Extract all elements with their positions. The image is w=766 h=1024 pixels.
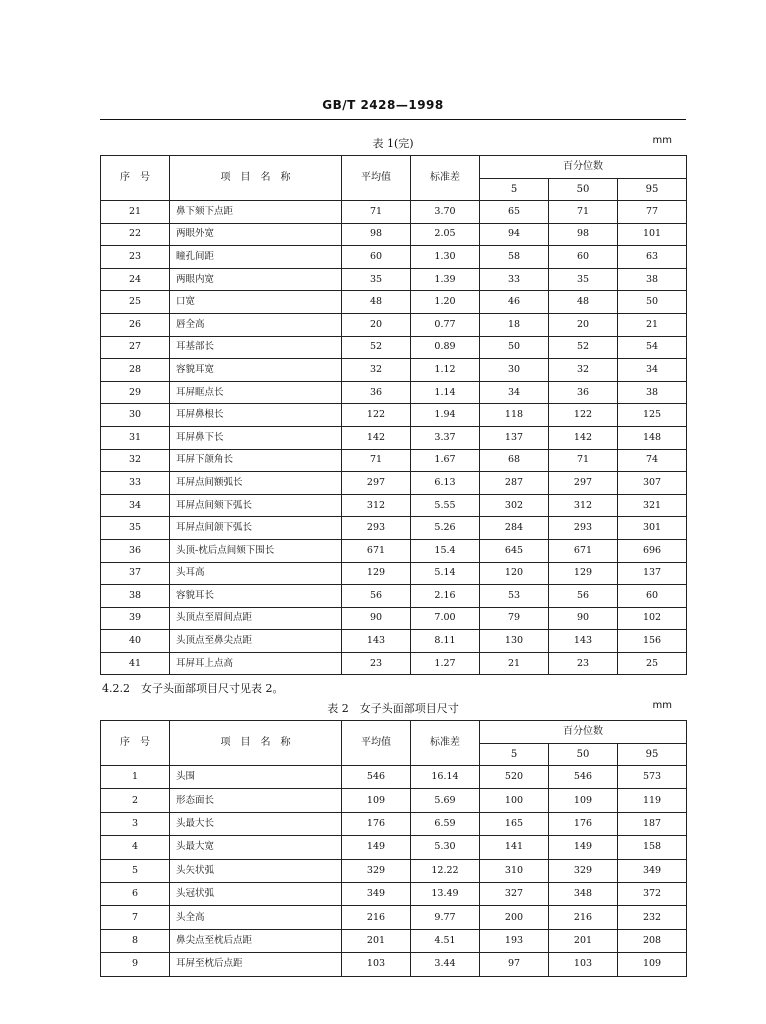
cell-sd: 16.14 — [411, 766, 480, 789]
table1-unit: mm — [652, 135, 672, 146]
cell-p50: 546 — [549, 766, 618, 789]
table2-header-percentiles: 百分位数 — [480, 721, 687, 744]
cell-no: 5 — [101, 859, 170, 882]
table-row — [101, 789, 687, 812]
cell-mean: 109 — [342, 789, 411, 812]
cell-item: 头矢状弧 — [170, 859, 342, 882]
cell-mean: 329 — [342, 859, 411, 882]
cell-item: 耳屏点间额弧长 — [170, 472, 342, 495]
table-row — [101, 291, 687, 314]
cell-p50: 176 — [549, 812, 618, 835]
cell-mean: 546 — [342, 766, 411, 789]
cell-item: 耳屏眶点长 — [170, 381, 342, 404]
cell-item: 耳屏鼻根长 — [170, 404, 342, 427]
cell-no: 32 — [101, 449, 170, 472]
cell-no: 28 — [101, 359, 170, 382]
cell-mean: 36 — [342, 381, 411, 404]
cell-p50: 142 — [549, 426, 618, 449]
table-row — [101, 906, 687, 929]
cell-p50: 129 — [549, 562, 618, 585]
cell-item: 唇全高 — [170, 313, 342, 336]
cell-mean: 71 — [342, 201, 411, 224]
cell-no: 2 — [101, 789, 170, 812]
cell-p95: 109 — [618, 953, 687, 976]
cell-p5: 310 — [480, 859, 549, 882]
cell-mean: 312 — [342, 494, 411, 517]
cell-no: 35 — [101, 517, 170, 540]
cell-no: 37 — [101, 562, 170, 585]
cell-mean: 48 — [342, 291, 411, 314]
cell-p5: 284 — [480, 517, 549, 540]
cell-p95: 156 — [618, 630, 687, 653]
cell-no: 23 — [101, 246, 170, 269]
header-rule — [100, 119, 686, 120]
cell-no: 22 — [101, 223, 170, 246]
cell-p95: 38 — [618, 381, 687, 404]
cell-no: 25 — [101, 291, 170, 314]
cell-p50: 71 — [549, 449, 618, 472]
cell-sd: 3.44 — [411, 953, 480, 976]
cell-p50: 109 — [549, 789, 618, 812]
cell-p50: 149 — [549, 836, 618, 859]
table-row — [101, 652, 687, 675]
cell-p95: 158 — [618, 836, 687, 859]
table-row — [101, 359, 687, 382]
cell-p50: 348 — [549, 882, 618, 905]
cell-item: 鼻尖点至枕后点距 — [170, 929, 342, 952]
table-row — [101, 630, 687, 653]
cell-mean: 20 — [342, 313, 411, 336]
table-row — [101, 836, 687, 859]
cell-mean: 98 — [342, 223, 411, 246]
cell-p50: 35 — [549, 268, 618, 291]
table-row — [101, 426, 687, 449]
cell-p95: 125 — [618, 404, 687, 427]
cell-item: 头最大宽 — [170, 836, 342, 859]
cell-p50: 56 — [549, 585, 618, 608]
table-row — [101, 517, 687, 540]
cell-no: 36 — [101, 539, 170, 562]
cell-p5: 287 — [480, 472, 549, 495]
cell-p5: 165 — [480, 812, 549, 835]
cell-item: 耳屏点间颏下弧长 — [170, 494, 342, 517]
cell-sd: 0.89 — [411, 336, 480, 359]
cell-sd: 2.16 — [411, 585, 480, 608]
cell-mean: 349 — [342, 882, 411, 905]
table-row — [101, 562, 687, 585]
table1-body — [101, 201, 687, 675]
standard-header: GB/T 2428—1998 — [322, 98, 444, 112]
cell-item: 头围 — [170, 766, 342, 789]
cell-p95: 321 — [618, 494, 687, 517]
cell-item: 耳屏下颌角长 — [170, 449, 342, 472]
cell-no: 9 — [101, 953, 170, 976]
cell-p50: 329 — [549, 859, 618, 882]
cell-mean: 143 — [342, 630, 411, 653]
cell-sd: 1.27 — [411, 652, 480, 675]
cell-item: 耳屏点间颌下弧长 — [170, 517, 342, 540]
cell-p5: 53 — [480, 585, 549, 608]
cell-p50: 143 — [549, 630, 618, 653]
cell-sd: 1.39 — [411, 268, 480, 291]
cell-p95: 34 — [618, 359, 687, 382]
cell-p95: 60 — [618, 585, 687, 608]
cell-item: 耳屏耳上点高 — [170, 652, 342, 675]
cell-mean: 293 — [342, 517, 411, 540]
cell-p95: 101 — [618, 223, 687, 246]
cell-p95: 187 — [618, 812, 687, 835]
cell-p95: 372 — [618, 882, 687, 905]
cell-sd: 12.22 — [411, 859, 480, 882]
table1-header-percentiles: 百分位数 — [480, 156, 687, 179]
cell-p95: 232 — [618, 906, 687, 929]
table2-header-no: 序 号 — [101, 721, 170, 766]
cell-p95: 54 — [618, 336, 687, 359]
table-row — [101, 812, 687, 835]
cell-mean: 671 — [342, 539, 411, 562]
cell-sd: 2.05 — [411, 223, 480, 246]
table-row — [101, 201, 687, 224]
table-row — [101, 859, 687, 882]
cell-no: 7 — [101, 906, 170, 929]
cell-mean: 23 — [342, 652, 411, 675]
cell-item: 耳屏鼻下长 — [170, 426, 342, 449]
table1 — [100, 155, 687, 675]
cell-p5: 130 — [480, 630, 549, 653]
table2-header-p50: 50 — [549, 744, 618, 766]
cell-mean: 60 — [342, 246, 411, 269]
cell-p50: 36 — [549, 381, 618, 404]
cell-p95: 208 — [618, 929, 687, 952]
cell-p50: 201 — [549, 929, 618, 952]
cell-mean: 103 — [342, 953, 411, 976]
table2-header-p95: 95 — [618, 744, 687, 766]
cell-item: 两眼外宽 — [170, 223, 342, 246]
cell-p50: 103 — [549, 953, 618, 976]
table2-caption: 表 2 女子头面部项目尺寸 — [327, 702, 459, 715]
cell-sd: 5.55 — [411, 494, 480, 517]
cell-p95: 38 — [618, 268, 687, 291]
cell-p50: 90 — [549, 607, 618, 630]
cell-item: 头顶-枕后点间颏下围长 — [170, 539, 342, 562]
table-row — [101, 882, 687, 905]
cell-sd: 6.13 — [411, 472, 480, 495]
cell-item: 耳屏至枕后点距 — [170, 953, 342, 976]
cell-sd: 4.51 — [411, 929, 480, 952]
cell-p50: 297 — [549, 472, 618, 495]
table1-caption-row — [100, 135, 686, 151]
cell-no: 29 — [101, 381, 170, 404]
cell-p95: 696 — [618, 539, 687, 562]
table1-header-p95: 95 — [618, 179, 687, 201]
cell-mean: 56 — [342, 585, 411, 608]
cell-p50: 216 — [549, 906, 618, 929]
cell-sd: 1.67 — [411, 449, 480, 472]
cell-p50: 20 — [549, 313, 618, 336]
cell-p5: 520 — [480, 766, 549, 789]
table2-header-item: 项 目 名 称 — [170, 721, 342, 766]
section-4-2-2: 4.2.2 女子头面部项目尺寸见表 2。 — [102, 682, 284, 695]
table-row — [101, 472, 687, 495]
table2-header-p5: 5 — [480, 744, 549, 766]
cell-sd: 13.49 — [411, 882, 480, 905]
cell-item: 容貌耳长 — [170, 585, 342, 608]
cell-no: 3 — [101, 812, 170, 835]
cell-no: 26 — [101, 313, 170, 336]
cell-p5: 58 — [480, 246, 549, 269]
cell-p50: 23 — [549, 652, 618, 675]
cell-no: 33 — [101, 472, 170, 495]
cell-p5: 65 — [480, 201, 549, 224]
table1-header-item: 项 目 名 称 — [170, 156, 342, 201]
cell-p50: 671 — [549, 539, 618, 562]
table2-unit: mm — [652, 700, 672, 711]
cell-p50: 48 — [549, 291, 618, 314]
table-row — [101, 223, 687, 246]
cell-p5: 68 — [480, 449, 549, 472]
table-row — [101, 494, 687, 517]
cell-mean: 142 — [342, 426, 411, 449]
cell-p95: 102 — [618, 607, 687, 630]
cell-mean: 90 — [342, 607, 411, 630]
cell-mean: 176 — [342, 812, 411, 835]
cell-p95: 77 — [618, 201, 687, 224]
cell-p5: 97 — [480, 953, 549, 976]
cell-mean: 35 — [342, 268, 411, 291]
cell-p5: 645 — [480, 539, 549, 562]
cell-p95: 301 — [618, 517, 687, 540]
cell-sd: 15.4 — [411, 539, 480, 562]
cell-p5: 34 — [480, 381, 549, 404]
cell-p5: 21 — [480, 652, 549, 675]
cell-mean: 297 — [342, 472, 411, 495]
cell-sd: 3.37 — [411, 426, 480, 449]
cell-item: 头耳高 — [170, 562, 342, 585]
cell-sd: 0.77 — [411, 313, 480, 336]
cell-item: 瞳孔间距 — [170, 246, 342, 269]
cell-item: 两眼内宽 — [170, 268, 342, 291]
cell-p95: 349 — [618, 859, 687, 882]
table-row — [101, 404, 687, 427]
cell-sd: 5.14 — [411, 562, 480, 585]
cell-p5: 200 — [480, 906, 549, 929]
cell-no: 41 — [101, 652, 170, 675]
table-row — [101, 539, 687, 562]
cell-no: 4 — [101, 836, 170, 859]
table-row — [101, 449, 687, 472]
cell-p5: 33 — [480, 268, 549, 291]
cell-p5: 79 — [480, 607, 549, 630]
table1-caption: 表 1(完) — [372, 137, 414, 150]
cell-p50: 60 — [549, 246, 618, 269]
cell-sd: 8.11 — [411, 630, 480, 653]
cell-p5: 141 — [480, 836, 549, 859]
table-row — [101, 313, 687, 336]
cell-no: 27 — [101, 336, 170, 359]
cell-sd: 5.26 — [411, 517, 480, 540]
cell-p5: 120 — [480, 562, 549, 585]
cell-p5: 302 — [480, 494, 549, 517]
cell-mean: 32 — [342, 359, 411, 382]
cell-p95: 21 — [618, 313, 687, 336]
cell-p95: 50 — [618, 291, 687, 314]
cell-no: 1 — [101, 766, 170, 789]
table2-header-row — [101, 721, 687, 744]
table1-header-row — [101, 156, 687, 179]
cell-no: 21 — [101, 201, 170, 224]
table-row — [101, 246, 687, 269]
cell-no: 38 — [101, 585, 170, 608]
cell-p50: 98 — [549, 223, 618, 246]
cell-sd: 6.59 — [411, 812, 480, 835]
cell-p95: 25 — [618, 652, 687, 675]
cell-p95: 307 — [618, 472, 687, 495]
cell-p5: 118 — [480, 404, 549, 427]
cell-mean: 216 — [342, 906, 411, 929]
cell-p95: 148 — [618, 426, 687, 449]
cell-p5: 100 — [480, 789, 549, 812]
table2-body — [101, 766, 687, 977]
cell-sd: 1.94 — [411, 404, 480, 427]
cell-item: 口宽 — [170, 291, 342, 314]
table1-header-no: 序 号 — [101, 156, 170, 201]
cell-sd: 1.14 — [411, 381, 480, 404]
cell-p5: 94 — [480, 223, 549, 246]
table-row — [101, 268, 687, 291]
cell-p95: 63 — [618, 246, 687, 269]
cell-item: 头冠状弧 — [170, 882, 342, 905]
cell-sd: 1.20 — [411, 291, 480, 314]
cell-p95: 573 — [618, 766, 687, 789]
cell-p5: 193 — [480, 929, 549, 952]
cell-item: 头顶点至眉间点距 — [170, 607, 342, 630]
cell-p50: 32 — [549, 359, 618, 382]
cell-no: 34 — [101, 494, 170, 517]
cell-no: 39 — [101, 607, 170, 630]
cell-p95: 119 — [618, 789, 687, 812]
cell-p50: 71 — [549, 201, 618, 224]
cell-item: 耳基部长 — [170, 336, 342, 359]
table-row — [101, 929, 687, 952]
table-row — [101, 607, 687, 630]
cell-mean: 122 — [342, 404, 411, 427]
cell-mean: 129 — [342, 562, 411, 585]
cell-mean: 149 — [342, 836, 411, 859]
cell-no: 24 — [101, 268, 170, 291]
table1-header-p5: 5 — [480, 179, 549, 201]
table-row — [101, 953, 687, 976]
cell-p5: 50 — [480, 336, 549, 359]
cell-no: 31 — [101, 426, 170, 449]
table1-header-mean: 平均值 — [342, 156, 411, 201]
cell-p50: 312 — [549, 494, 618, 517]
cell-no: 6 — [101, 882, 170, 905]
table1-header-p50: 50 — [549, 179, 618, 201]
cell-p50: 122 — [549, 404, 618, 427]
cell-item: 形态面长 — [170, 789, 342, 812]
cell-sd: 3.70 — [411, 201, 480, 224]
cell-sd: 5.69 — [411, 789, 480, 812]
table2 — [100, 720, 687, 977]
cell-mean: 71 — [342, 449, 411, 472]
table2-caption-row — [100, 700, 686, 716]
cell-p5: 327 — [480, 882, 549, 905]
table-row — [101, 336, 687, 359]
cell-mean: 201 — [342, 929, 411, 952]
cell-mean: 52 — [342, 336, 411, 359]
cell-sd: 5.30 — [411, 836, 480, 859]
cell-item: 头最大长 — [170, 812, 342, 835]
cell-p50: 52 — [549, 336, 618, 359]
cell-no: 30 — [101, 404, 170, 427]
cell-no: 8 — [101, 929, 170, 952]
cell-item: 鼻下颏下点距 — [170, 201, 342, 224]
cell-p5: 137 — [480, 426, 549, 449]
cell-p95: 74 — [618, 449, 687, 472]
cell-item: 头顶点至鼻尖点距 — [170, 630, 342, 653]
cell-p50: 293 — [549, 517, 618, 540]
table1-header-sd: 标准差 — [411, 156, 480, 201]
table-row — [101, 381, 687, 404]
table2-header-mean: 平均值 — [342, 721, 411, 766]
table-row — [101, 585, 687, 608]
cell-sd: 1.30 — [411, 246, 480, 269]
cell-sd: 9.77 — [411, 906, 480, 929]
cell-p5: 30 — [480, 359, 549, 382]
cell-sd: 7.00 — [411, 607, 480, 630]
cell-p95: 137 — [618, 562, 687, 585]
cell-no: 40 — [101, 630, 170, 653]
cell-p5: 46 — [480, 291, 549, 314]
table2-header-sd: 标准差 — [411, 721, 480, 766]
cell-sd: 1.12 — [411, 359, 480, 382]
cell-p5: 18 — [480, 313, 549, 336]
cell-item: 容貌耳宽 — [170, 359, 342, 382]
table-row — [101, 766, 687, 789]
cell-item: 头全高 — [170, 906, 342, 929]
